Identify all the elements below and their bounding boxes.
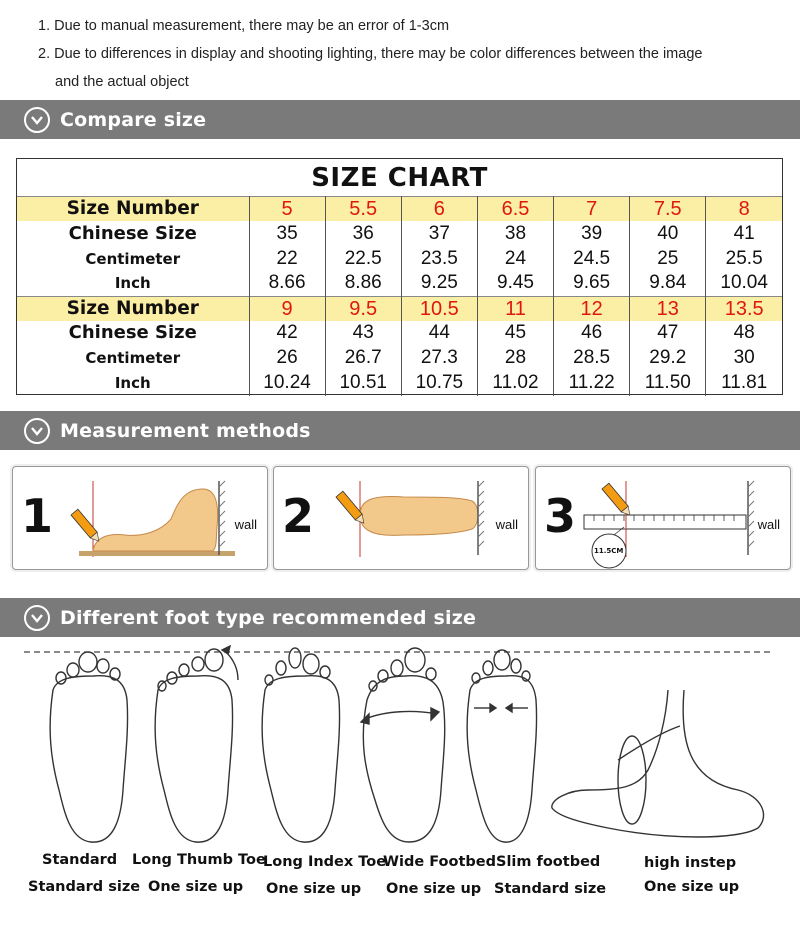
- size-cell: 30: [706, 346, 782, 371]
- size-cell: 7: [554, 197, 630, 222]
- note-1: 1. Due to manual measurement, there may be an error of 1-3cm: [38, 18, 450, 34]
- step-number: 3: [544, 489, 577, 543]
- size-row-size-number: [17, 296, 782, 321]
- foot-type-name: Standard: [42, 852, 118, 868]
- size-cell: 37: [401, 221, 477, 246]
- row-label: Chinese Size: [68, 322, 197, 344]
- section-title: Different foot type recommended size: [60, 606, 477, 629]
- row-label: Centimeter: [85, 249, 181, 268]
- row-label: Size Number: [17, 296, 249, 321]
- size-cell: 12: [554, 296, 630, 321]
- size-cell: 28.5: [554, 346, 630, 371]
- foot-type-name: Long Thumb Toe: [132, 852, 266, 868]
- size-cell: 6: [401, 197, 477, 222]
- size-cell: 10.04: [706, 271, 782, 296]
- wall-label: wall: [757, 517, 780, 532]
- row-label: Size Number: [17, 197, 249, 222]
- size-cell: 11.22: [554, 371, 630, 396]
- size-row-centimeter: [17, 246, 782, 271]
- foot-type-name: Slim footbed: [496, 854, 601, 870]
- measure-step-3: [535, 466, 791, 570]
- size-row-size-number: [17, 197, 782, 222]
- note-2: 2. Due to differences in display and shooting lighting, there may be color differences between the image: [38, 46, 703, 62]
- chart-title: SIZE CHART: [311, 163, 488, 193]
- pencil-icon: [602, 483, 633, 518]
- size-cell: 22.5: [325, 246, 401, 271]
- size-cell: 9.84: [630, 271, 706, 296]
- size-cell: 11: [477, 296, 553, 321]
- measure-step-2: [273, 466, 529, 570]
- section-bar-measure: [0, 411, 800, 450]
- size-table: [17, 196, 782, 396]
- chevron-down-icon: [24, 605, 50, 631]
- size-cell: 35: [249, 221, 325, 246]
- size-row-centimeter: [17, 346, 782, 371]
- size-cell: 27.3: [401, 346, 477, 371]
- notes: [38, 12, 788, 96]
- size-cell: 8: [706, 197, 782, 222]
- measure-step-1: [12, 466, 268, 570]
- size-row-chinese-size: [17, 321, 782, 346]
- size-cell: 9.5: [325, 296, 401, 321]
- foot-side-illustration: [13, 467, 269, 571]
- section-title: Measurement methods: [60, 419, 311, 442]
- foot-type-illustrations: [0, 640, 800, 850]
- size-cell: 38: [477, 221, 553, 246]
- chevron-down-icon: [24, 418, 50, 444]
- size-cell: 9: [249, 296, 325, 321]
- size-cell: 41: [706, 221, 782, 246]
- pencil-icon: [71, 509, 102, 544]
- size-row-inch: [17, 271, 782, 296]
- size-cell: 47: [630, 321, 706, 346]
- size-cell: 10.51: [325, 371, 401, 396]
- foot-type-name: Long Index Toe: [263, 854, 387, 870]
- row-label: Inch: [114, 274, 151, 293]
- size-cell: 5: [249, 197, 325, 222]
- ruler-reading: 11.5CM: [594, 547, 624, 555]
- size-cell: 28: [477, 346, 553, 371]
- size-cell: 5.5: [325, 197, 401, 222]
- size-cell: 10.75: [401, 371, 477, 396]
- step-number: 2: [282, 489, 315, 543]
- size-cell: 26.7: [325, 346, 401, 371]
- section-title: Compare size: [60, 108, 207, 131]
- size-row-inch: [17, 371, 782, 396]
- foot-top-illustration: [274, 467, 530, 571]
- size-cell: 42: [249, 321, 325, 346]
- foot-type-advice: One size up: [644, 879, 740, 895]
- row-label: Centimeter: [85, 349, 181, 368]
- size-cell: 9.65: [554, 271, 630, 296]
- foot-type-advice: One size up: [266, 881, 362, 897]
- size-cell: 45: [477, 321, 553, 346]
- size-cell: 11.02: [477, 371, 553, 396]
- size-cell: 43: [325, 321, 401, 346]
- size-cell: 26: [249, 346, 325, 371]
- foot-outlines: [50, 646, 763, 842]
- foot-type-advice: One size up: [386, 881, 482, 897]
- size-cell: 22: [249, 246, 325, 271]
- size-cell: 25.5: [706, 246, 782, 271]
- row-label: Inch: [114, 374, 151, 393]
- chevron-down-icon: [24, 107, 50, 133]
- size-cell: 48: [706, 321, 782, 346]
- section-bar-compare: [0, 100, 800, 139]
- wall-label: wall: [234, 517, 257, 532]
- size-cell: 9.45: [477, 271, 553, 296]
- wall-label: wall: [495, 517, 518, 532]
- size-cell: 11.81: [706, 371, 782, 396]
- size-cell: 24.5: [554, 246, 630, 271]
- size-chart: [16, 158, 783, 395]
- size-cell: 24: [477, 246, 553, 271]
- size-cell: 40: [630, 221, 706, 246]
- size-cell: 6.5: [477, 197, 553, 222]
- ruler-illustration: [536, 467, 792, 571]
- size-cell: 9.25: [401, 271, 477, 296]
- size-cell: 44: [401, 321, 477, 346]
- size-cell: 25: [630, 246, 706, 271]
- step-number: 1: [21, 489, 54, 543]
- size-cell: 13.5: [706, 296, 782, 321]
- row-label: Chinese Size: [68, 222, 197, 244]
- size-cell: 29.2: [630, 346, 706, 371]
- size-cell: 46: [554, 321, 630, 346]
- foot-type-advice: Standard size: [28, 879, 141, 895]
- foot-type-name: Wide Footbed: [383, 854, 496, 870]
- size-cell: 10.24: [249, 371, 325, 396]
- size-cell: 13: [630, 296, 706, 321]
- size-cell: 8.86: [325, 271, 401, 296]
- size-cell: 10.5: [401, 296, 477, 321]
- note-2-cont: and the actual object: [55, 74, 189, 90]
- foot-type-name: high instep: [644, 855, 737, 871]
- size-cell: 23.5: [401, 246, 477, 271]
- size-cell: 7.5: [630, 197, 706, 222]
- foot-type-advice: Standard size: [494, 881, 607, 897]
- size-row-chinese-size: [17, 221, 782, 246]
- size-cell: 36: [325, 221, 401, 246]
- section-bar-foot-type: [0, 598, 800, 637]
- size-cell: 39: [554, 221, 630, 246]
- foot-type-advice: One size up: [148, 879, 244, 895]
- size-cell: 8.66: [249, 271, 325, 296]
- size-cell: 11.50: [630, 371, 706, 396]
